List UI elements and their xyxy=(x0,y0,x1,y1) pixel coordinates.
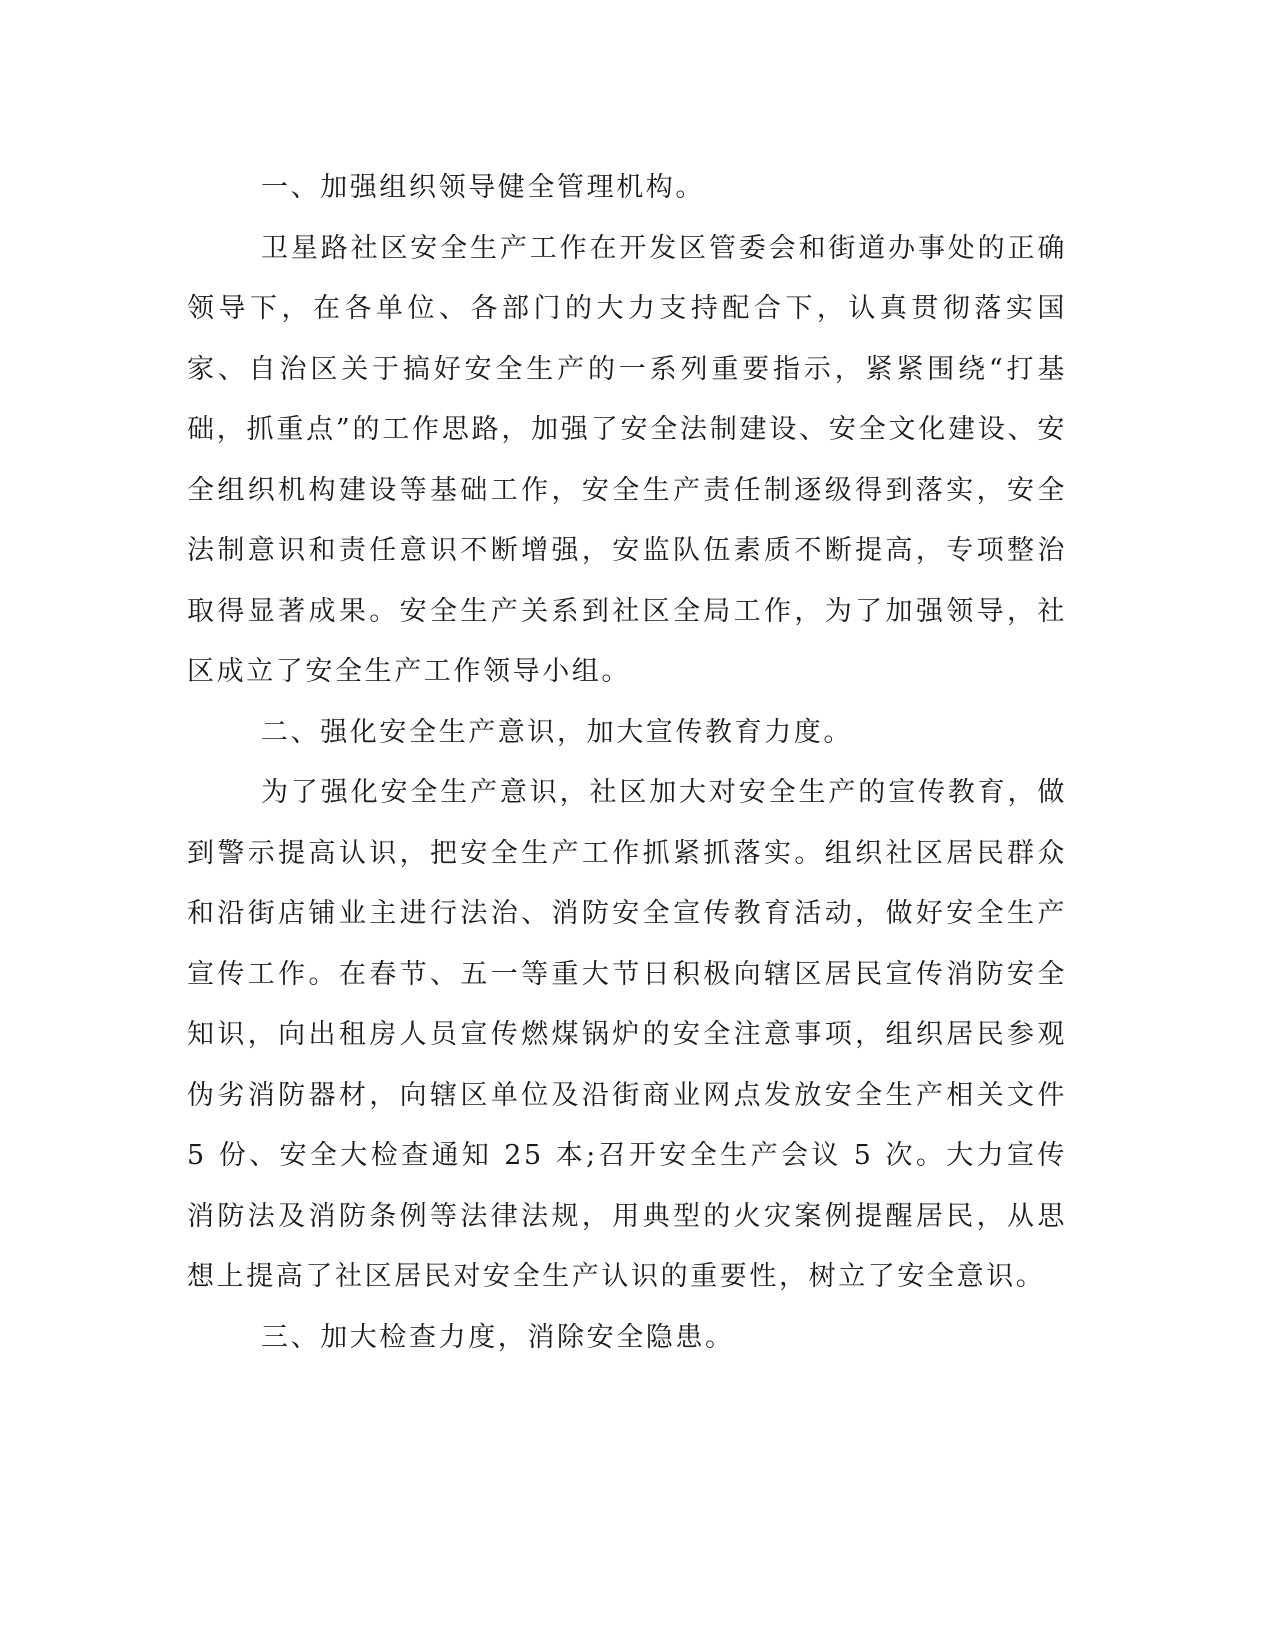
body-paragraph-2: 为了强化安全生产意识，社区加大对安全生产的宣传教育，做到警示提高认识，把安全生产工作抓紧抓落实。组织社区居民群众和沿街店铺业主进行法治、消防安全宣传教育活动，做好安全生产宣传工作。在春节、五一等重大节日积极向辖区居民宣传消防安全知识，向出租房人员宣传燃煤锅炉的安全注意事项，组织居民参观伪劣消防器材，向辖区单位及沿街商业网点发放安全生产相关文件 5 份、安全大检查通知 25 本;召开安全生产会议 5 次。大力宣传消防法及消防条例等法律法规，用典型的火灾案例提醒居民，从思想上提高了社区居民对安全生产认识的重要性，树立了安全意识。 xyxy=(187,777,1067,1292)
section-heading-3: 三、加大检查力度，消除安全隐患。 xyxy=(261,1321,735,1353)
body-paragraph-1: 卫星路社区安全生产工作在开发区管委会和街道办事处的正确领导下，在各单位、各部门的大力支持配合下，认真贯彻落实国家、自治区关于搞好安全生产的一系列重要指示，紧紧围绕“打基础，抓重点”的工作思路，加强了安全法制建设、安全文化建设、安全组织机构建设等基础工作，安全生产责任制逐级得到落实，安全法制意识和责任意识不断增强，安监队伍素质不断提高，专项整治取得显著成果。安全生产关系到社区全局工作，为了加强领导，社区成立了安全生产工作领导小组。 xyxy=(187,232,1067,687)
document-body xyxy=(187,158,1067,1368)
section-heading-2: 二、强化安全生产意识，加大宣传教育力度。 xyxy=(261,716,853,748)
section-heading-1: 一、加强组织领导健全管理机构。 xyxy=(261,172,705,203)
